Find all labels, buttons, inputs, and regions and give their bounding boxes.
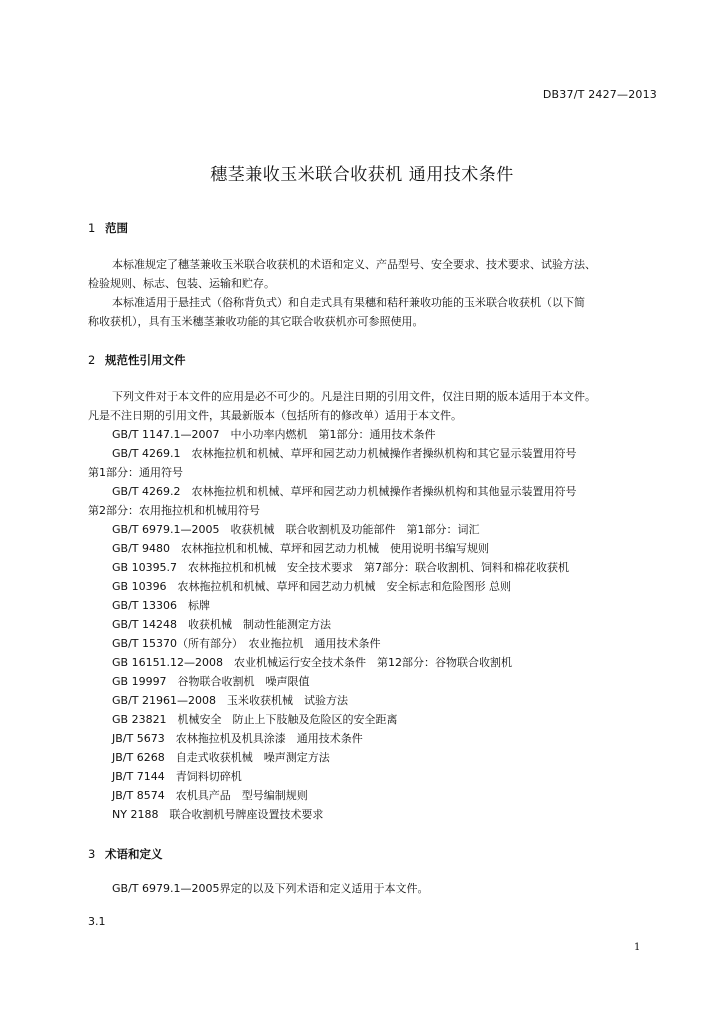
scope-line-1: 本标准规定了穗茎兼收玉米联合收获机的术语和定义、产品型号、安全要求、技术要求、试验方法、 xyxy=(112,258,596,271)
scope-line-4: 称收获机），具有玉米穗茎兼收功能的其它联合收获机亦可参照使用。 xyxy=(88,315,424,328)
reference-item: GB 23821 机械安全 防止上下肢触及危险区的安全距离 xyxy=(112,713,398,726)
document-title: 穗茎兼收玉米联合收获机 通用技术条件 xyxy=(210,165,514,185)
reference-item: JB/T 5673 农林拖拉机及机具涂漆 通用技术条件 xyxy=(112,732,363,745)
section-title: 范围 xyxy=(105,221,128,235)
section-title: 规范性引用文件 xyxy=(105,353,186,367)
reference-item: GB/T 4269.2 农林拖拉机和机械、草坪和园艺动力机械操作者操纵机构和其他显示装置用符号 xyxy=(112,485,577,498)
reference-item: JB/T 8574 农机具产品 型号编制规则 xyxy=(112,789,308,802)
section-3-heading xyxy=(88,846,163,862)
reference-item: GB/T 15370（所有部分） 农业拖拉机 通用技术条件 xyxy=(112,637,381,650)
reference-item-continuation: 第2部分：农用拖拉机和机械用符号 xyxy=(88,504,260,517)
section-title: 术语和定义 xyxy=(105,847,163,861)
scope-line-2: 检验规则、标志、包装、运输和贮存。 xyxy=(88,277,275,290)
reference-item: NY 2188 联合收割机号牌座设置技术要求 xyxy=(112,808,324,821)
references-intro-line-1: 下列文件对于本文件的应用是必不可少的。凡是注日期的引用文件，仅注日期的版本适用于本文件。 xyxy=(112,390,596,403)
reference-item: GB/T 6979.1—2005 收获机械 联合收割机及功能部件 第1部分：词汇 xyxy=(112,523,480,536)
reference-item: GB/T 14248 收获机械 制动性能测定方法 xyxy=(112,618,331,631)
section-number: 1 xyxy=(88,221,96,235)
section-number: 3 xyxy=(88,847,96,861)
terms-intro: GB/T 6979.1—2005界定的以及下列术语和定义适用于本文件。 xyxy=(112,882,429,895)
standard-code: DB37/T 2427—2013 xyxy=(542,88,657,101)
reference-item: GB 19997 谷物联合收割机 噪声限值 xyxy=(112,675,310,688)
reference-item: JB/T 7144 青饲料切碎机 xyxy=(112,770,242,783)
reference-item: GB/T 13306 标牌 xyxy=(112,599,210,612)
reference-item-continuation: 第1部分：通用符号 xyxy=(88,466,183,479)
reference-item: GB/T 4269.1 农林拖拉机和机械、草坪和园艺动力机械操作者操纵机构和其它显示装置用符号 xyxy=(112,447,577,460)
page-number: 1 xyxy=(634,942,641,953)
reference-item: GB/T 21961—2008 玉米收获机械 试验方法 xyxy=(112,694,348,707)
reference-item: GB/T 9480 农林拖拉机和机械、草坪和园艺动力机械 使用说明书编写规则 xyxy=(112,542,489,555)
reference-item: GB 10395.7 农林拖拉机和机械 安全技术要求 第7部分：联合收割机、饲料和棉花收获机 xyxy=(112,561,570,574)
clause-number: 3.1 xyxy=(88,915,106,928)
section-1-heading xyxy=(88,220,128,236)
section-2-heading xyxy=(88,352,186,368)
reference-item: GB 10396 农林拖拉机和机械、草坪和园艺动力机械 安全标志和危险图形 总则 xyxy=(112,580,512,593)
reference-item: GB 16151.12—2008 农业机械运行安全技术条件 第12部分：谷物联合收割机 xyxy=(112,656,513,669)
section-number: 2 xyxy=(88,353,96,367)
reference-item: GB/T 1147.1—2007 中小功率内燃机 第1部分：通用技术条件 xyxy=(112,428,436,441)
reference-item: JB/T 6268 自走式收获机械 噪声测定方法 xyxy=(112,751,330,764)
references-intro-line-2: 凡是不注日期的引用文件，其最新版本（包括所有的修改单）适用于本文件。 xyxy=(88,409,462,422)
scope-line-3: 本标准适用于悬挂式（俗称背负式）和自走式具有果穗和秸秆兼收功能的玉米联合收获机（以下简 xyxy=(112,296,585,309)
